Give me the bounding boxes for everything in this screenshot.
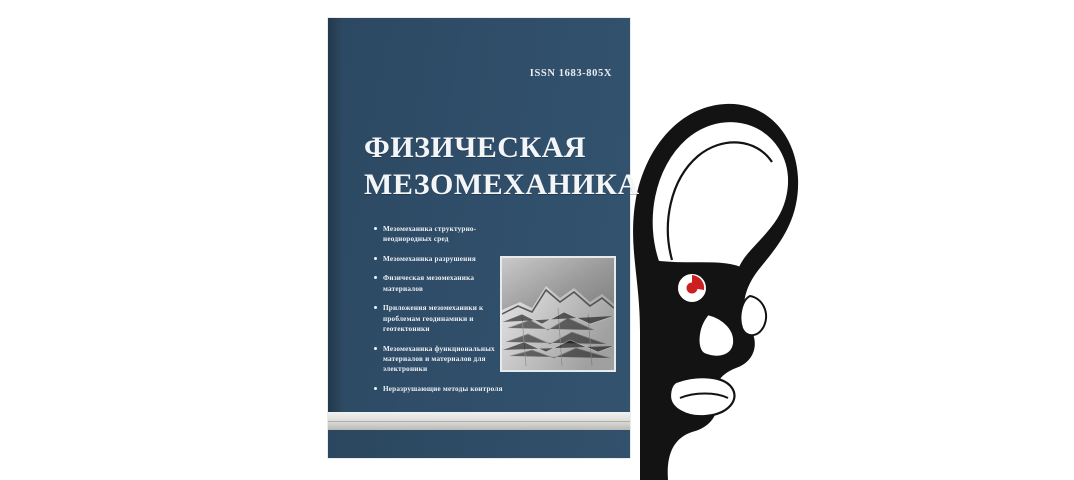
list-item: Физическая мезомеханика материалов (374, 273, 506, 294)
journal-cover (328, 18, 640, 458)
list-item: Мезомеханика разрушения (374, 254, 506, 264)
cover-title-line-1: ФИЗИЧЕСКАЯ (364, 131, 587, 164)
cover-title-line-2: МЕЗОМЕХАНИКА (364, 167, 640, 201)
list-item: Неразрушающие методы контроля (374, 384, 506, 394)
topic-list (374, 224, 506, 403)
list-item: Мезомеханика функциональных материалов и материалов для электроники (374, 344, 506, 375)
cover-title (364, 130, 640, 203)
page-edge-line (328, 421, 630, 422)
micrograph-image (500, 256, 616, 372)
cover-spine (328, 18, 342, 458)
list-item: Приложения мезомеханики к проблемам геодинамики и геотектоники (374, 303, 506, 334)
list-item: Мезомеханика структурно-неоднородных сред (374, 224, 506, 245)
issn-text: ISSN 1683-805X (529, 68, 612, 79)
cover-page-edge (328, 412, 630, 430)
cover-bottom-band (328, 430, 630, 458)
face-mask-illustration (600, 82, 800, 480)
